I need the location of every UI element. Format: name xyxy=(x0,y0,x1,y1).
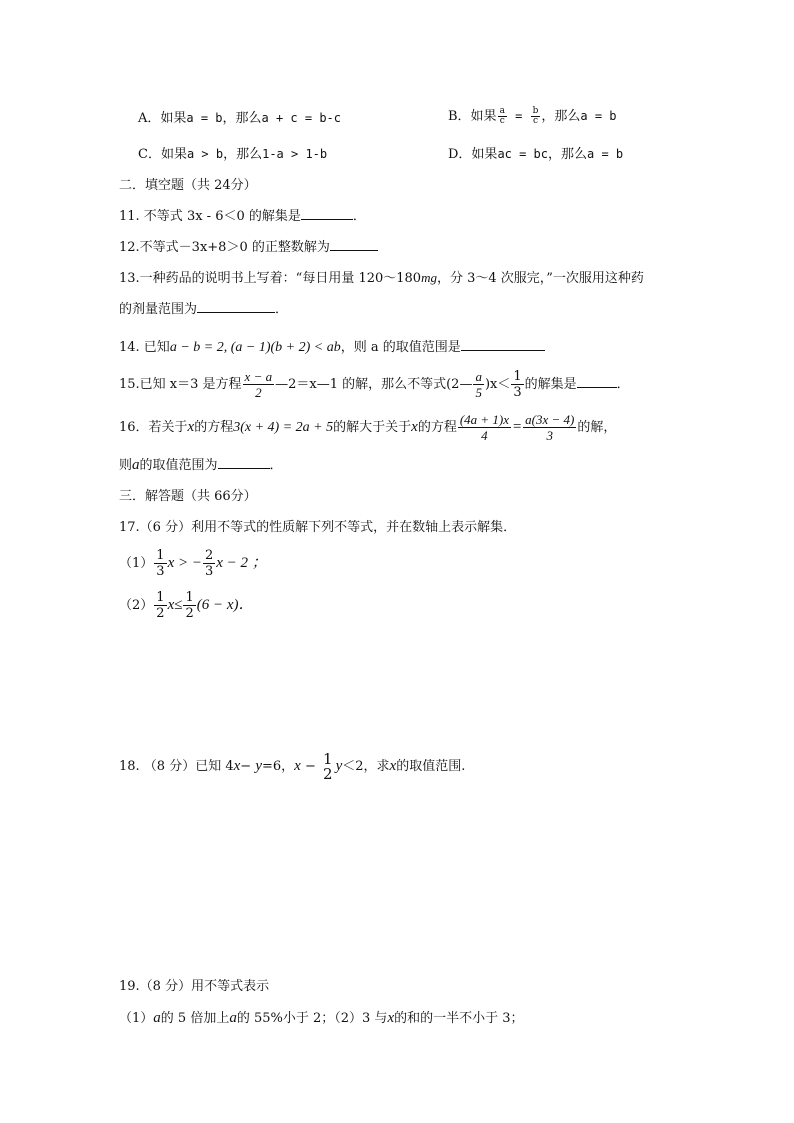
question-13-text-cont: ，分 3～4 次服完，”一次服用这种药 xyxy=(436,271,644,286)
option-d-label: D．如果 xyxy=(448,147,498,162)
answer-blank xyxy=(197,300,275,313)
fraction-1-over-3 xyxy=(511,369,523,400)
fraction-a-3x-minus-4-over-3 xyxy=(523,412,576,443)
section-solutions-heading: 三．解答题（共 66分） xyxy=(119,489,257,504)
option-a-premise: a = b xyxy=(186,111,223,125)
expression: x≤ xyxy=(167,597,183,613)
option-b xyxy=(448,105,617,128)
fraction-denominator: 2 xyxy=(156,606,165,621)
question-16-text-post: 的解， xyxy=(577,420,617,435)
fraction-b-over-c xyxy=(531,107,541,126)
question-13-line-2 xyxy=(119,300,288,319)
option-a xyxy=(138,109,341,128)
question-18-text-end: 的取值范围. xyxy=(396,759,466,774)
fraction-numerator: 1 xyxy=(323,749,333,768)
question-18-text: 18. （8 分）已知 4 xyxy=(119,759,234,774)
fraction-denominator: 2 xyxy=(255,385,262,400)
fraction-numerator: a xyxy=(499,106,505,116)
variable-y: y xyxy=(255,758,262,774)
question-19-text-1: 的 5 倍加上 xyxy=(160,1011,230,1026)
question-18-text-mid: =6， xyxy=(262,759,295,774)
question-16-line-2 xyxy=(119,456,283,475)
question-17-part-2 xyxy=(119,588,254,623)
fraction-denominator: 4 xyxy=(481,428,488,443)
option-c-premise: a > b xyxy=(186,147,224,161)
fraction-denominator: 3 xyxy=(156,564,165,579)
question-17-part-1 xyxy=(119,546,267,581)
question-12 xyxy=(119,238,378,257)
fraction-numerator: 1 xyxy=(185,590,194,605)
variable-x: x xyxy=(389,758,397,774)
period: ． xyxy=(275,302,289,317)
option-d-conclusion: a = b xyxy=(587,147,624,161)
variable-x: x xyxy=(387,1010,395,1026)
question-13-line-1 xyxy=(119,269,644,288)
period: ． xyxy=(352,209,366,224)
fraction-1-over-2 xyxy=(183,590,195,621)
minus-sign: − xyxy=(240,759,256,774)
question-15-text-post: 的解集是 xyxy=(524,377,577,392)
question-19-text-3: 的和的一半不小于 3； xyxy=(394,1011,524,1026)
question-19-text-2: 的 55%小于 2；（2）3 与 xyxy=(236,1011,388,1026)
answer-blank xyxy=(577,375,617,388)
fraction-a-over-c xyxy=(498,107,507,126)
question-16-text-line2: 则 xyxy=(119,458,133,473)
question-17: 17.（6 分）利用不等式的性质解下列不等式，并在数轴上表示解集． xyxy=(119,520,517,535)
variable-a: a xyxy=(153,1010,161,1026)
fraction-numerator: b xyxy=(532,106,539,116)
fraction-numerator: (4a + 1)x xyxy=(459,412,510,427)
equals-sign: = xyxy=(507,109,530,123)
variable-a: a xyxy=(229,1010,237,1026)
fraction-denominator: c xyxy=(532,116,539,126)
question-14-text: 14. 已知 xyxy=(119,340,170,355)
section-fill-in-heading: 二．填空题（共 24分） xyxy=(119,178,257,193)
answer-blank xyxy=(461,338,545,351)
fraction-1-over-2 xyxy=(154,590,166,621)
fraction-1-over-2 xyxy=(321,749,335,783)
option-a-conclusion: a + c = b-c xyxy=(261,111,342,125)
fraction-numerator: a xyxy=(475,369,482,384)
fraction-4a-plus-1-x-over-4 xyxy=(458,412,511,443)
fraction-denominator: 3 xyxy=(204,564,214,579)
option-c-label: C．如果 xyxy=(138,147,187,162)
minus-sign: − xyxy=(300,759,321,774)
question-15-text-mid2: )x＜ xyxy=(484,377,511,392)
unit-mg: mg xyxy=(421,270,437,285)
question-16-text-line2b: 的取值范围为 xyxy=(139,458,218,473)
equals-sign: = xyxy=(512,419,523,435)
question-13-text-line2: 的剂量范围为 xyxy=(119,302,198,317)
question-12-text: 12.不等式－3x+8＞0 的正整数解为 xyxy=(119,240,330,255)
variable-x: x xyxy=(233,758,241,774)
expression: x > − xyxy=(167,555,202,571)
fraction-denominator: 5 xyxy=(475,385,482,400)
option-b-label: B．如果 xyxy=(448,109,497,124)
fraction-numerator: x − a xyxy=(244,369,273,384)
fraction-denominator: 3 xyxy=(513,385,522,400)
question-18 xyxy=(119,740,465,793)
question-16-text: 16．若关于 xyxy=(119,420,188,435)
fraction-numerator: 1 xyxy=(513,369,522,384)
answer-blank xyxy=(301,207,353,220)
question-15-text-mid: —2＝x—1 的解，那么不等式(2— xyxy=(275,377,473,392)
question-16-text-mid: 的方程 xyxy=(194,420,234,435)
question-18-text-post: ＜2，求 xyxy=(342,759,390,774)
part-label: （1） xyxy=(119,1011,154,1026)
fraction-x-minus-a-over-2 xyxy=(243,369,275,400)
question-16-text-mid2: 的解大于关于 xyxy=(333,420,412,435)
variable-x: x xyxy=(294,758,301,774)
option-b-then: ，那么 xyxy=(541,109,581,124)
question-11 xyxy=(119,207,366,226)
option-d xyxy=(448,145,623,164)
question-11-text: 11. 不等式 3x - 6＜0 的解集是 xyxy=(119,209,301,224)
question-15-text: 15.已知 x＝3 是方程 xyxy=(119,377,242,392)
variable-x: x xyxy=(411,419,418,435)
question-19: 19.（8 分）用不等式表示 xyxy=(119,979,270,994)
part-label: （2） xyxy=(119,598,154,613)
variable-x: x xyxy=(187,419,195,435)
fraction-numerator: 2 xyxy=(204,548,214,563)
fraction-a-over-5 xyxy=(473,369,484,400)
option-c xyxy=(138,145,327,164)
question-14-condition: a − b = 2, (a − 1)(b + 2) < ab xyxy=(169,340,341,355)
fraction-numerator: 1 xyxy=(156,548,165,563)
variable-y: y xyxy=(335,758,343,774)
option-b-conclusion: a = b xyxy=(580,109,617,123)
option-a-label: A．如果 xyxy=(138,111,187,126)
fraction-denominator: c xyxy=(499,116,505,126)
fraction-denominator: 3 xyxy=(546,428,553,443)
fraction-numerator: 1 xyxy=(156,590,165,605)
fraction-2-over-3 xyxy=(203,548,215,579)
question-16-text-mid3: 的方程 xyxy=(417,420,457,435)
question-15 xyxy=(119,368,630,402)
option-c-then: ，那么 xyxy=(223,147,263,162)
expression: (6 − x)． xyxy=(196,597,254,613)
option-d-then: ，那么 xyxy=(548,147,588,162)
period: ． xyxy=(269,458,283,473)
fraction-denominator: 2 xyxy=(323,764,333,783)
question-16-line-1 xyxy=(119,410,616,445)
answer-blank xyxy=(330,238,378,251)
question-13-text: 13.一种药品的说明书上写着：“每日用量 120～180 xyxy=(119,271,422,286)
question-14 xyxy=(119,338,545,357)
expression: x − 2 ； xyxy=(216,555,267,571)
variable-a: a xyxy=(132,457,140,473)
fraction-numerator: a(3x − 4) xyxy=(525,412,575,427)
part-label: （1） xyxy=(119,556,154,571)
fraction-denominator: 2 xyxy=(185,606,194,621)
question-14-text-post: ，则 a 的取值范围是 xyxy=(340,340,461,355)
option-c-conclusion: 1-a > 1-b xyxy=(262,147,328,161)
option-d-premise: ac = bc xyxy=(497,147,549,161)
answer-blank xyxy=(218,456,270,469)
period: ． xyxy=(616,377,630,392)
question-19-parts xyxy=(119,1009,524,1028)
equation-1: 3(x + 4) = 2a + 5 xyxy=(233,420,334,435)
fraction-1-over-3 xyxy=(154,548,166,579)
option-a-then: ，那么 xyxy=(222,111,262,126)
